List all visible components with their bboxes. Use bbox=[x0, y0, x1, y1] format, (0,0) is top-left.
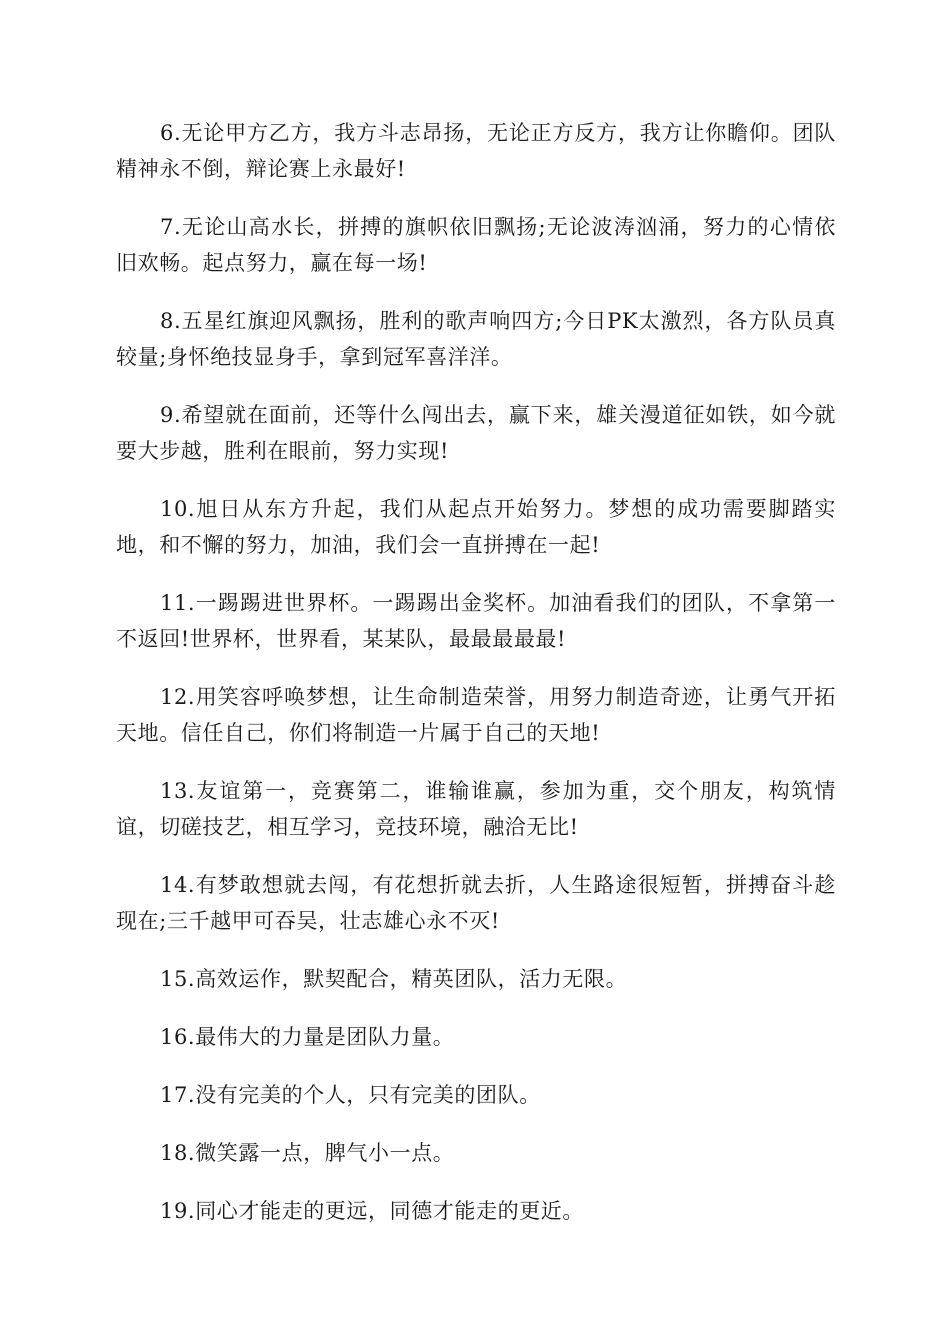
paragraph-8: 8.五星红旗迎风飘扬，胜利的歌声响四方;今日PK太激烈，各方队员真较量;身怀绝技显身手，拿到冠军喜洋洋。 bbox=[116, 309, 836, 369]
document-page bbox=[116, 115, 836, 1251]
paragraph-13: 13.友谊第一，竞赛第二，谁输谁赢，参加为重，交个朋友，构筑情谊，切磋技艺，相互学习，竞技环境，融洽无比! bbox=[116, 779, 836, 839]
paragraph-16: 16.最伟大的力量是团队力量。 bbox=[160, 1025, 455, 1049]
paragraph-19: 19.同心才能走的更远，同德才能走的更近。 bbox=[160, 1199, 584, 1223]
paragraph-12: 12.用笑容呼唤梦想，让生命制造荣誉，用努力制造奇迹，让勇气开拓天地。信任自己，你们将制造一片属于自己的天地! bbox=[116, 685, 836, 745]
paragraph-11: 11.一踢踢进世界杯。一踢踢出金奖杯。加油看我们的团队，不拿第一不返回!世界杯，世界看，某某队，最最最最最! bbox=[116, 591, 836, 651]
paragraph-14: 14.有梦敢想就去闯，有花想折就去折，人生路途很短暂，拼搏奋斗趁现在;三千越甲可吞吴，壮志雄心永不灭! bbox=[116, 873, 836, 933]
paragraph-10: 10.旭日从东方升起，我们从起点开始努力。梦想的成功需要脚踏实地，和不懈的努力，加油，我们会一直拼搏在一起! bbox=[116, 497, 836, 557]
paragraph-7: 7.无论山高水长，拼搏的旗帜依旧飘扬;无论波涛汹涌，努力的心情依旧欢畅。起点努力，赢在每一场! bbox=[116, 215, 836, 275]
paragraph-9: 9.希望就在面前，还等什么闯出去，赢下来，雄关漫道征如铁，如今就要大步越，胜利在眼前，努力实现! bbox=[116, 403, 836, 463]
paragraph-15: 15.高效运作，默契配合，精英团队，活力无限。 bbox=[160, 967, 628, 991]
paragraph-6: 6.无论甲方乙方，我方斗志昂扬，无论正方反方，我方让你瞻仰。团队精神永不倒，辩论赛上永最好! bbox=[116, 121, 836, 181]
paragraph-18: 18.微笑露一点，脾气小一点。 bbox=[160, 1141, 455, 1165]
paragraph-17: 17.没有完美的个人，只有完美的团队。 bbox=[160, 1083, 541, 1107]
